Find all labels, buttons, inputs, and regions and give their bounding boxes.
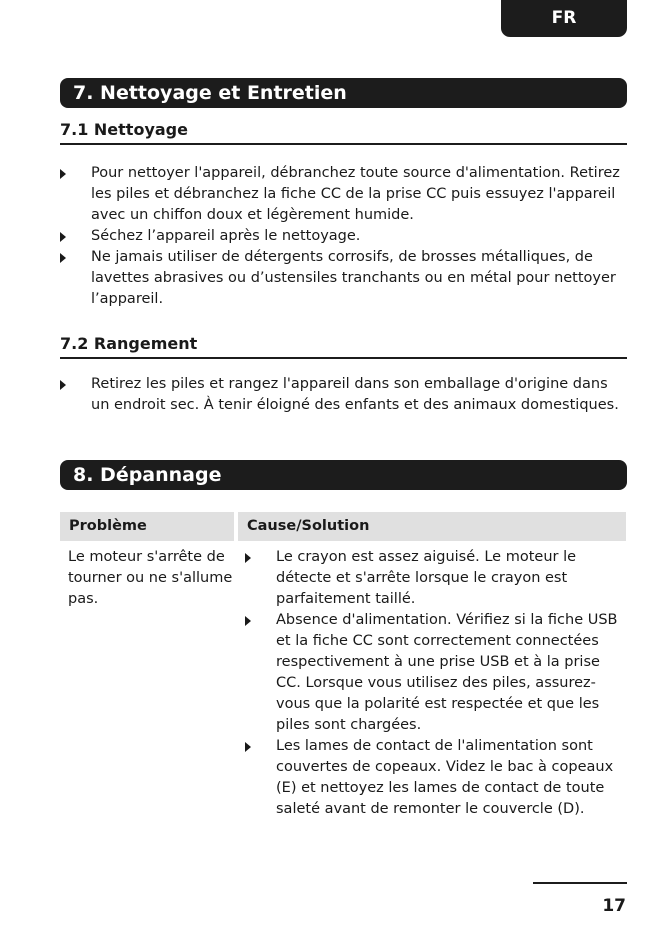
bullet-icon: [60, 253, 66, 263]
bullet-icon: [60, 232, 66, 242]
list-item: Absence d'alimentation. Vérifiez si la fiche USB et la fiche CC sont correctement connectées respectivement à une prise USB et à la prise CC. Lorsque vous utilisez des piles, assurez-vous que la polarité est respectée et que les piles sont chargées.: [245, 610, 627, 736]
bullet-icon: [245, 742, 251, 752]
list-item: Ne jamais utiliser de détergents corrosifs, de brosses métalliques, de lavettes abrasives ou d’ustensiles tranchants ou en métal pour nettoyer l’appareil.: [60, 247, 626, 310]
footer-divider: [533, 882, 627, 884]
page-number: 17: [602, 896, 626, 916]
list-item: Pour nettoyer l'appareil, débranchez toute source d'alimentation. Retirez les piles et débranchez la fiche CC de la prise CC puis essuyez l'appareil avec un chiffon doux et légèrement humide.: [60, 163, 626, 226]
bullet-icon: [245, 553, 251, 563]
subsection-7-1-title: 7.1 Nettoyage: [60, 119, 627, 145]
solution-list: [245, 547, 627, 820]
bullet-icon: [60, 169, 66, 179]
header-problem: Problème: [60, 512, 234, 541]
list-item: Les lames de contact de l'alimentation sont couvertes de copeaux. Videz le bac à copeaux (E) et nettoyez les lames de contact de toute saleté avant de remonter le couvercle (D).: [245, 736, 627, 820]
cleaning-list: [60, 163, 626, 310]
troubleshooting-table-header: [60, 512, 626, 541]
section-8-title: 8. Dépannage: [60, 460, 627, 490]
list-item: Séchez l’appareil après le nettoyage.: [60, 226, 626, 247]
bullet-icon: [245, 616, 251, 626]
list-item: Retirez les piles et rangez l'appareil dans son emballage d'origine dans un endroit sec. À tenir éloigné des enfants et des animaux domestiques.: [60, 374, 626, 416]
language-tab: FR: [501, 0, 627, 37]
bullet-icon: [60, 380, 66, 390]
problem-cell: Le moteur s'arrête de tourner ou ne s'allume pas.: [68, 549, 233, 607]
header-cause-solution: Cause/Solution: [238, 512, 626, 541]
list-item: Le crayon est assez aiguisé. Le moteur le détecte et s'arrête lorsque le crayon est parfaitement taillé.: [245, 547, 627, 610]
storage-list: [60, 374, 626, 416]
section-7-title: 7. Nettoyage et Entretien: [60, 78, 627, 108]
subsection-7-2-title: 7.2 Rangement: [60, 333, 627, 359]
